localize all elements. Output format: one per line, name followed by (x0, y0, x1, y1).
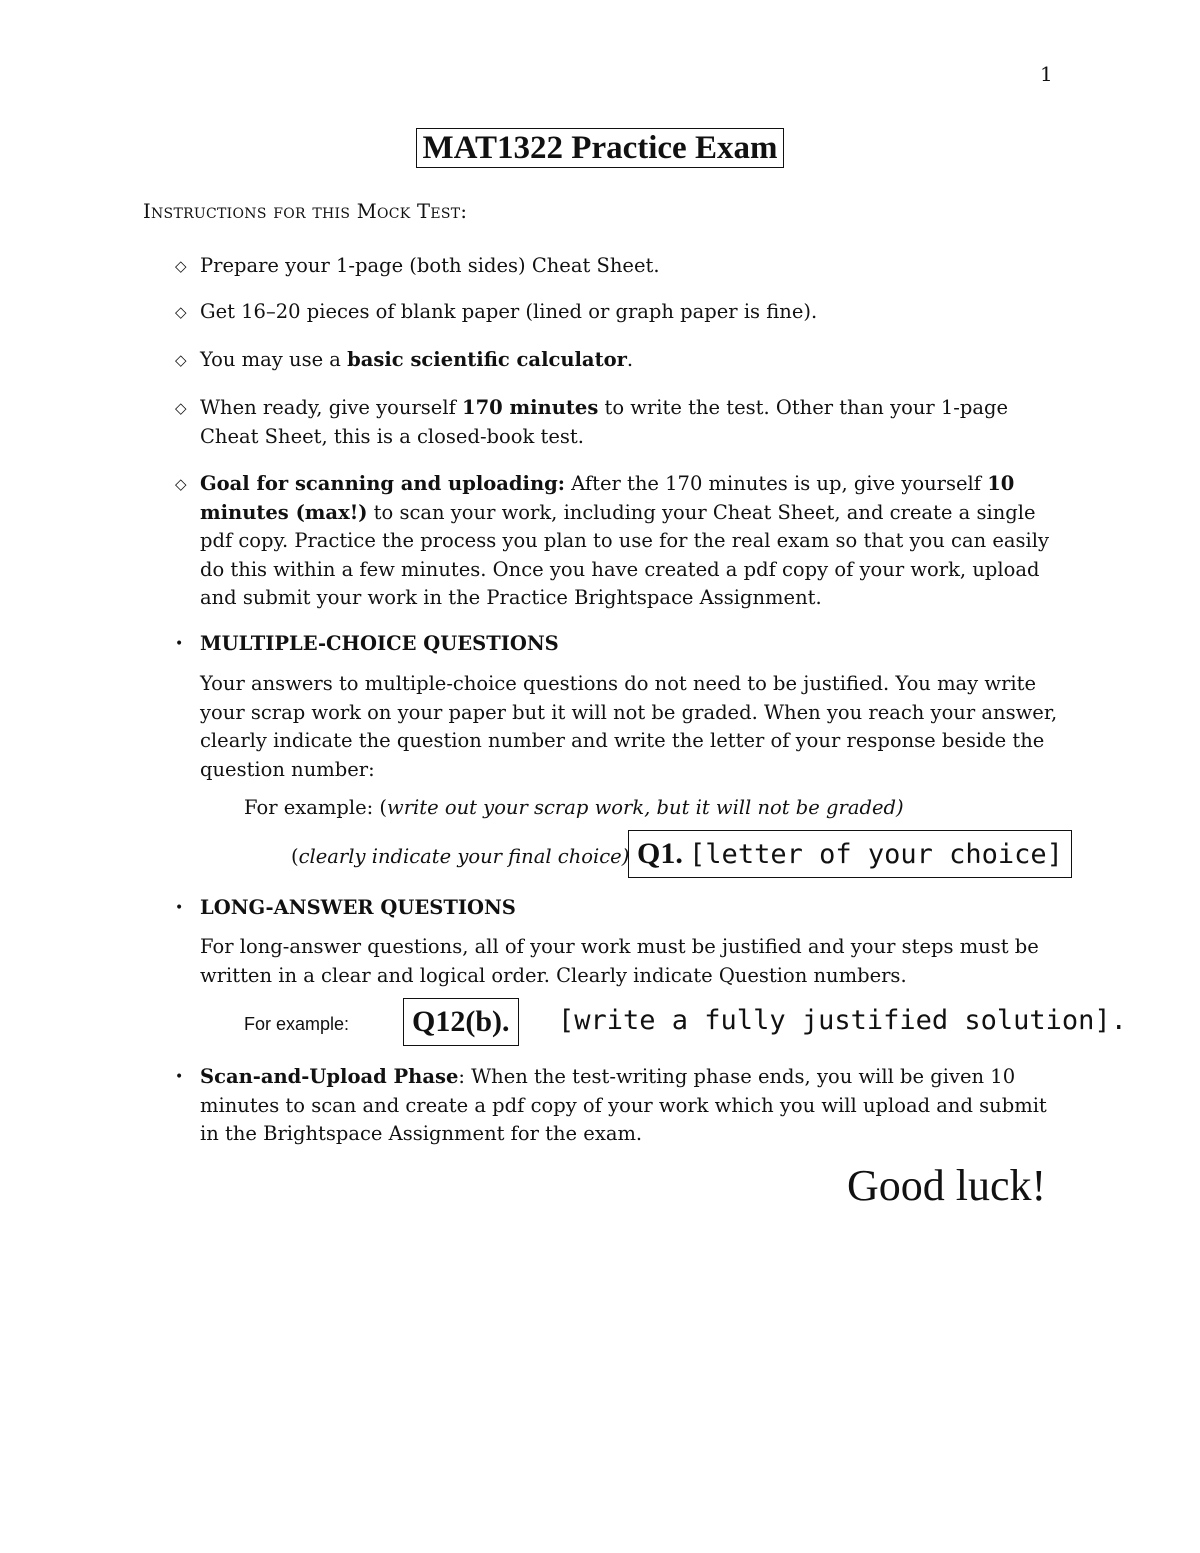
mc-answer-box (628, 830, 1072, 878)
closing-message: Good luck! (847, 1161, 1047, 1210)
section-heading: MULTIPLE-CHOICE QUESTIONS (200, 632, 559, 655)
bold-text: basic scientific calculator (347, 348, 627, 371)
scan-phase-text (200, 1063, 1065, 1149)
la-example-prefix: For example: (244, 1014, 350, 1034)
instruction-item-cheat-sheet (175, 252, 1065, 281)
la-answer-placeholder (558, 998, 1127, 1046)
question-label: Q12(b). (412, 1005, 510, 1038)
page-title: MAT1322 Practice Exam (416, 128, 785, 168)
bullet-icon: • (175, 1069, 184, 1085)
title-container (0, 128, 1200, 168)
text-segment: When ready, give yourself (200, 396, 463, 419)
diamond-bullet-icon: ◇ (175, 475, 187, 493)
bold-text: 170 minutes (462, 396, 599, 419)
text-segment: to scan your work, including your Cheat Sheet, and create a single pdf copy. Practice the process you plan to use for the real exam so that you can easily do this within a few minutes. Once you have created a pdf copy of your work, upload and submit your work in the Practice Brightspace Assignment. (200, 500, 1049, 609)
diamond-bullet-icon: ◇ (175, 351, 187, 369)
instruction-item-time (175, 394, 1065, 451)
diamond-bullet-icon: ◇ (175, 303, 187, 321)
question-label: Q1. (637, 837, 683, 870)
multiple-choice-section (175, 630, 1065, 659)
section-heading: LONG-ANSWER QUESTIONS (200, 896, 516, 919)
text-segment: : When the test-writing phase ends, you will be given 10 minutes to scan and create a pdf copy of your work which you will upload and submit in the Brightspace Assignment for the exam. (200, 1065, 1047, 1145)
diamond-bullet-icon: ◇ (175, 257, 187, 275)
text-segment: to write the test. Other than your 1-page Cheat Sheet, this is a closed-book test. (200, 396, 1009, 448)
bullet-icon: • (175, 636, 184, 652)
bold-text: Goal for scanning and uploading: (200, 472, 565, 495)
la-answer-box (403, 998, 519, 1046)
example-italic: write out your scrap work, but it will not be graded) (387, 796, 904, 819)
scan-phase-section (175, 1063, 1065, 1149)
long-answer-paragraph: For long-answer questions, all of your work must be justified and your steps must be written in a clear and logical order. Clearly indicate Question numbers. (200, 935, 1039, 987)
mc-final-choice-note (291, 843, 629, 871)
text-segment: After the 170 minutes is up, give yourself (564, 472, 988, 495)
example-prefix: For example: ( (244, 796, 388, 819)
bullet-icon: • (175, 900, 184, 916)
multiple-choice-paragraph: Your answers to multiple-choice questions do not need to be justified. You may write your scrap work on your paper but it will not be graded. When you reach your answer, clearly indicate the question number and write the letter of your response beside the question number: (200, 672, 1058, 781)
instruction-item-calculator (175, 346, 1065, 375)
final-choice-italic: clearly indicate your final choice) (298, 845, 630, 868)
instruction-text (200, 346, 1065, 375)
text-segment: . (626, 348, 634, 371)
instructions-heading: Instructions for this Mock Test: (143, 200, 468, 223)
page-number: 1 (1040, 62, 1053, 86)
answer-placeholder: [letter of your choice] (689, 839, 1063, 870)
instruction-text (200, 470, 1065, 613)
instruction-text (200, 394, 1065, 451)
instruction-item-paper (175, 298, 1065, 327)
diamond-bullet-icon: ◇ (175, 399, 187, 417)
mc-example-line (244, 794, 904, 822)
answer-placeholder-text: [write a fully justified solution]. (558, 1005, 1127, 1036)
paren-open: ( (291, 845, 299, 868)
instruction-item-scanning (175, 470, 1065, 613)
bold-text: 10 minutes (max!) (200, 472, 1015, 524)
instruction-text: Get 16–20 pieces of blank paper (lined or graph paper is fine). (200, 300, 818, 323)
section-heading: Scan-and-Upload Phase (200, 1065, 459, 1088)
text-segment: You may use a (200, 348, 348, 371)
instruction-text: Prepare your 1-page (both sides) Cheat Sheet. (200, 254, 660, 277)
long-answer-section (175, 894, 1065, 923)
